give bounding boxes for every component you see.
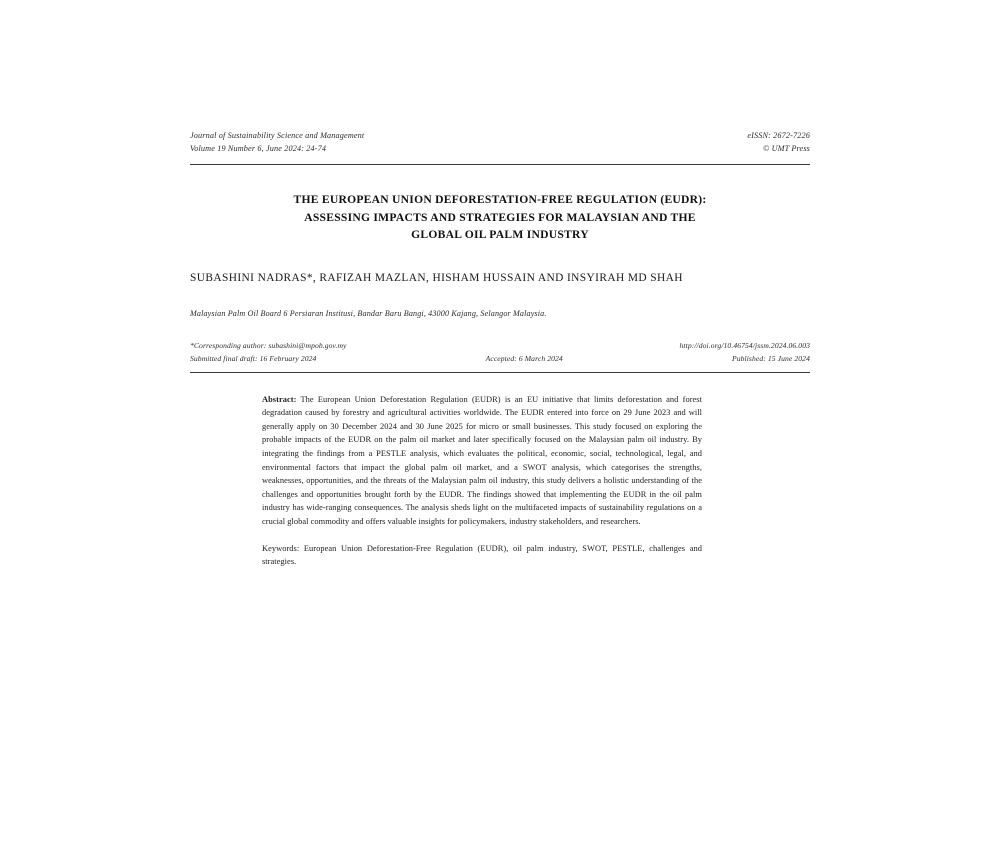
paper-title (190, 191, 810, 243)
paper-title-line-3: GLOBAL OIL PALM INDUSTRY (411, 228, 589, 242)
journal-header-right (747, 130, 810, 155)
journal-name: Journal of Sustainability Science and Management (190, 131, 365, 140)
author-list: SUBASHINI NADRAS*, RAFIZAH MAZLAN, HISHAM HUSSAIN AND INSYIRAH MD SHAH (190, 271, 683, 284)
abstract-paragraph (262, 393, 702, 529)
correspondence-row-1 (190, 340, 810, 353)
published-date: Published: 15 June 2024 (731, 353, 810, 363)
keywords-label: Keywords: (262, 543, 300, 553)
journal-header-left (190, 130, 364, 155)
corresponding-author[interactable]: *Corresponding author: subashini@mpob.gov.my (190, 340, 347, 350)
journal-header (190, 130, 810, 155)
abstract-label: Abstract: (262, 394, 297, 404)
correspondence-row-2 (190, 353, 810, 366)
paper-sheet (190, 130, 810, 730)
journal-eissn: eISSN: 2672-7226 (747, 131, 810, 140)
journal-publisher: © UMT Press (763, 143, 810, 153)
abstract-body: The European Union Deforestation Regulation (EUDR) is an EU initiative that limits deforestation and forest degradation caused by forestry and agricultural activities worldwide. The EUDR entered into force on 29 June 2023 and will generally apply on 30 December 2024 and 30 June 2025 for micro or small businesses. This study focused on exploring the probable impacts of the EUDR on the palm oil market and later specifically focused on the Malaysian palm oil industry. By integrating the findings from a PESTLE analysis, which evaluates the political, economic, social, technological, legal, and environmental factors that impact the global palm oil market, and a SWOT analysis, which categorises the strengths, weaknesses, opportunities, and the threats of the Malaysian palm oil industry, this study delivers a holistic understanding of the challenges and opportunities brought forth by the EUDR. The findings showed that implementing the EUDR in the oil palm industry has wide-ranging consequences. The analysis sheds light on the multifaceted impacts of sustainability regulations on a crucial global commodity and offers valuable insights for policymakers, industry stakeholders, and researchers. (262, 394, 702, 526)
keywords-paragraph (262, 542, 702, 569)
submitted-date: Submitted final draft: 16 February 2024 (190, 353, 317, 363)
header-divider (190, 164, 810, 165)
doi-link[interactable]: http://doi.org/10.46754/jssm.2024.06.003 (679, 340, 810, 350)
journal-volume-pages: Volume 19 Number 6, June 2024: 24-74 (190, 143, 327, 153)
paper-title-line-1: THE EUROPEAN UNION DEFORESTATION-FREE REGULATION (EUDR): (293, 193, 707, 207)
correspondence-divider (190, 372, 810, 373)
affiliation-text: Malaysian Palm Oil Board 6 Persiaran Institusi, Bandar Baru Bangi, 43000 Kajang, Selangor Malaysia. (190, 308, 547, 318)
accepted-date: Accepted: 6 March 2024 (485, 353, 563, 363)
paper-title-line-2: ASSESSING IMPACTS AND STRATEGIES FOR MALAYSIAN AND THE (304, 210, 696, 224)
keywords-body: European Union Deforestation-Free Regulation (EUDR), oil palm industry, SWOT, PESTLE, challenges and strategies. (262, 543, 702, 567)
correspondence-block (190, 340, 810, 366)
